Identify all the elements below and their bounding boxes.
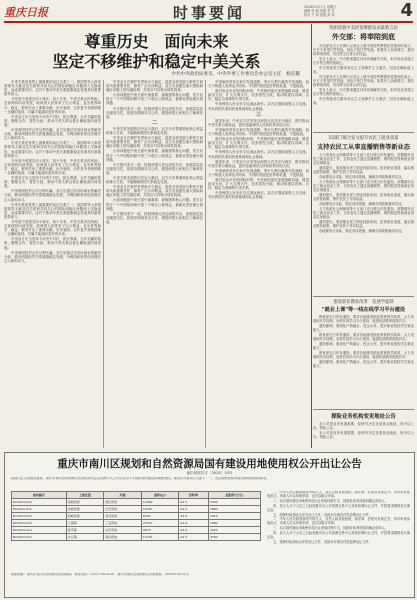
sidebar-body <box>313 315 414 405</box>
notice-term: 三、本次国有建设用地使用权出让采取挂牌方式，按照价高者得原则确定竞得人。 <box>273 526 388 531</box>
sidebar-paragraph: 通知强调，要深化产教融合、校企合作，提升职业院校学生就业能力。 <box>313 360 414 368</box>
article-paragraph: 中美双方应当坚持不冲突不对抗、相互尊重、合作共赢的原则，聚焦合作，管控分歧，推动中美关系沿着正确轨道向前发展。 <box>4 237 101 250</box>
table-cell: 14230 <box>141 534 178 541</box>
main-headline-line-1: 尊重历史 面向未来 <box>84 32 229 51</box>
table-cell: ≤2.5 <box>178 534 208 541</box>
article-paragraph: 面对复杂多变的国际形势，中美两国更应加强战略沟通，增进政治互信，扩大互利合作，妥善管控分歧，推动构建以协调、合作、稳定为基调的中美关系。 <box>208 177 309 191</box>
article-paragraph: 中美关系发展的历史启示我们，双方只有尊重彼此核心利益和重大关切，才能确保两国关系稳定发展。 <box>106 126 203 136</box>
table-cell: NC2020-013 <box>12 520 67 527</box>
table-cell: NC2020-010 <box>12 499 67 506</box>
land-sale-notice <box>4 452 415 598</box>
sidebar-paragraph: 外交部发言人在例行记者会上就中美经贸摩擦回答提问时表示，中方不希望打贸易战，但也不怕打贸易战。如果有人执意要打，我们将奉陪到底，坚决捍卫自身合法权益。 <box>313 44 414 56</box>
table-cell: 9870 <box>141 527 178 534</box>
newspaper-logo: 重庆日报 <box>4 6 48 19</box>
table-cell: 水江镇 <box>66 534 104 541</box>
land-parcel-table <box>11 491 261 541</box>
sidebar-kicker: 推进职业教育改革 发展学徒制 <box>333 300 394 305</box>
table-cell: ≤3.0 <box>178 513 208 520</box>
table-cell: 住宅用地 <box>104 527 142 534</box>
sidebar-paragraph: 通知提出，要加强农民工职业技能培训，拓宽就业渠道，落实就业帮扶政策，维护农民工劳动权益。 <box>313 193 414 201</box>
table-cell: 18320 <box>141 506 178 513</box>
table-cell: ≤2.0 <box>178 527 208 534</box>
sidebar-headline: "就业上课"等一线在线学习平台建设 <box>321 307 406 313</box>
sidebar-paragraph: 通知提出，要加强农民工职业技能培训，拓宽就业渠道，落实就业帮扶政策，维护农民工劳动权益。 <box>313 166 414 174</box>
sidebar-paragraph: 通知提出，要加强农民工职业技能培训，拓宽就业渠道，落实就业帮扶政策，维护农民工劳动权益。 <box>313 220 414 228</box>
sidebar-paragraph: 中方敦促美方摒弃单边主义和保护主义做法，回到正确轨道上来。 <box>313 97 414 105</box>
table-cell: 东城街道 <box>66 506 104 513</box>
table-row <box>12 534 261 541</box>
article-column-1 <box>4 80 101 448</box>
table-cell: 商业用地 <box>104 513 142 520</box>
notice-headline: 重庆市南川区规划和自然资源局国有建设用地使用权公开出让公告 <box>57 458 362 470</box>
column-divider <box>103 80 104 448</box>
table-cell: 4760 <box>208 534 260 541</box>
sidebar-paragraph: 通知强调，要深化产教融合、校企合作，提升职业院校学生就业能力。 <box>313 342 414 350</box>
article-paragraph: 展望未来，中美双方应坚持以两国元首共识为指引，携手推动中美关系行稳致远，更好造福两国人民和世界各国人民。 <box>208 118 309 127</box>
sidebar-paragraph: 发言人表示，中方愿意通过对话协商解决分歧，但对话必须建立在平等互利的基础上。 <box>313 88 414 96</box>
article-paragraph: 今年是中美建交四十周年。四十年来，中美关系历经风雨，总体保持向前发展，给两国人民带来了巨大利益，也为世界和平、稳定、繁荣作出了重要贡献。历史表明，合作是中美两国唯一正确的选择，共赢才能通向更好的未来。 <box>4 97 101 114</box>
sidebar-paragraph: 教育部近日印发通知，要求各地推进职业教育教学改革，大力发展现代学徒制，加快在线学习平台建设，促进优质教育资源共享。 <box>313 333 414 341</box>
article-paragraph: 展望未来，中美双方应坚持以两国元首共识为指引，携手推动中美关系行稳致远，更好造福两国人民和世界各国人民。 <box>208 159 309 168</box>
article-paragraph: 中美两国人民友好交往源远流长。双方应继续加强人文交流，夯实两国关系的民意基础和社会基础。 <box>208 191 309 200</box>
sidebar-kicker: 特朗普就中美经贸摩擦发表最新言论 <box>329 26 398 31</box>
article-paragraph: 中美两国人民友好交往源远流长。双方应继续加强人文交流，夯实两国关系的民意基础和社会基础。 <box>208 150 309 159</box>
table-cell: NC2020-014 <box>12 527 67 534</box>
table-header-cell: 土地位置 <box>66 492 104 499</box>
article-paragraph: 中美两国人民友好交往源远流长。双方应继续加强人文交流，夯实两国关系的民意基础和社会基础。 <box>208 102 309 111</box>
article-paragraph: 中方愿同美方一道，按照两国元首达成的共识，加强高层及各级别交往，拓展各领域务实合作，增进两国人民相互了解和友谊。 <box>106 211 203 224</box>
article-paragraph: 中国始终坚持走和平发展道路，奉行互利共赢的开放战略，致力于构建人类命运共同体。中国的发展是世界的机遇，不是挑战。 <box>208 168 309 177</box>
notice-term: 三、本次国有建设用地使用权出让采取挂牌方式，按照价高者得原则确定竞得人。 <box>273 498 388 503</box>
table-cell: 6450 <box>141 513 178 520</box>
sidebar-paragraph: 发言人表示，中方愿意通过对话协商解决分歧，但对话必须建立在平等互利的基础上。 <box>313 57 414 65</box>
sidebar-paragraph: 外交部发言人在例行记者会上就中美经贸摩擦回答提问时表示，中方不希望打贸易战，但也不怕打贸易战。如果有人执意要打，我们将奉陪到底，坚决捍卫自身合法权益。 <box>313 75 414 87</box>
table-header-cell: 地块编号 <box>12 492 67 499</box>
table-cell: 南城街道 <box>66 499 104 506</box>
sidebar-paragraph: 人力资源社会保障部等十五部门近日联合印发通知，部署做好农民工就业创业工作，支持农民工通过直播销售、网约配送等新就业形态实现就业。 <box>313 207 414 219</box>
notice-term: 四、竞买人可于公告之日起到重庆市公共资源交易中心获取挂牌出让文件，并按要求缴纳竞买保证金。 <box>267 531 410 540</box>
sidebar-separator <box>313 132 414 133</box>
article-paragraph: 中美双方在维护世界和平与稳定、促进全球发展与繁荣方面肩负着重要责任，拥有广泛共同利益。双方应加强在重大国际和地区问题上的沟通协调，共同应对各种全球性挑战。 <box>106 185 203 198</box>
table-cell: ≤2.5 <box>178 499 208 506</box>
sidebar-kicker: 15部门联合发文提升农民工就业质量 <box>328 136 399 141</box>
notice-paragraph: 本公司因业务发展需要，经研究决定变更营业地址，现予以公告。特此公告。 <box>313 431 414 439</box>
article-paragraph: 今年是中美建交四十周年。四十年来，中美关系历经风雨，总体保持向前发展，给两国人民带来了巨大利益，也为世界和平、稳定、繁荣作出了重要贡献。历史表明，合作是中美两国唯一正确的选择，共赢才能通向更好的未来。 <box>4 158 101 175</box>
table-header-cell: 面积(㎡) <box>141 492 178 499</box>
column-divider <box>205 80 206 448</box>
article-paragraph: 面对复杂多变的国际形势，中美两国更应加强战略沟通，增进政治互信，扩大互利合作，妥善管控分歧，推动构建以协调、合作、稳定为基调的中美关系。 <box>208 89 309 102</box>
sidebar-separator <box>313 409 414 410</box>
table-cell: ≥1.0 <box>178 520 208 527</box>
article-paragraph: 面对复杂多变的国际形势，中美两国更应加强战略沟通，增进政治互信，扩大互利合作，妥善管控分歧，推动构建以协调、合作、稳定为基调的中美关系。 <box>208 137 309 150</box>
article-paragraph: 中美双方在维护世界和平与稳定、促进全球发展与繁荣方面肩负着重要责任，拥有广泛共同利益。双方应加强在重大国际和地区问题上的沟通协调，共同应对各种全球性挑战。 <box>106 80 203 93</box>
table-cell: 12560 <box>141 499 178 506</box>
article-paragraph: 中美双方应当坚持不冲突不对抗、相互尊重、合作共赢的原则，聚焦合作，管控分歧，推动中美关系沿着正确轨道向前发展。 <box>4 176 101 189</box>
article-paragraph: 中国始终坚持走和平发展道路，奉行互利共赢的开放战略，致力于构建人类命运共同体。中国的发展是世界的机遇，不是挑战。 <box>208 127 309 137</box>
masthead <box>4 0 413 23</box>
table-row <box>12 520 261 527</box>
article-paragraph: 中方愿同美方一道，按照两国元首达成的共识，加强高层及各级别交往，拓展各领域务实合作，增进两国人民相互了解和友谊。 <box>106 162 203 175</box>
issue-meta-line: 编辑 张 帆 美编 李 东 <box>304 9 335 13</box>
section-title: 时事要闻 <box>172 4 245 22</box>
table-cell: 7860 <box>208 506 260 513</box>
table-row <box>12 513 261 520</box>
article-paragraph: 台湾问题是中美关系中最重要、最敏感的核心问题。美方应恪守一个中国原则和中美三个联合公报规定，慎重妥善处理台湾问题。 <box>106 149 203 162</box>
sidebar-paragraph: 各地要结合实际，制定具体措施，确保各项政策落到实处。 <box>319 229 405 233</box>
sidebar-paragraph: 中方敦促美方摒弃单边主义和保护主义做法，回到正确轨道上来。 <box>313 66 414 74</box>
table-row <box>12 499 261 506</box>
table-cell: 商住用地 <box>104 499 142 506</box>
sidebar-paragraph: 通知强调，要深化产教融合、校企合作，提升职业院校学生就业能力。 <box>313 324 414 332</box>
table-cell: 商住用地 <box>104 534 142 541</box>
sidebar-paragraph: 人力资源社会保障部等十五部门近日联合印发通知，部署做好农民工就业创业工作，支持农民工通过直播销售、网约配送等新就业形态实现就业。 <box>313 153 414 165</box>
sidebar-story-3 <box>313 299 414 407</box>
sidebar-divider <box>311 24 312 448</box>
article-paragraph: 台湾问题是中美关系中最重要、最敏感的核心问题。美方应恪守一个中国原则和中美三个联合公报规定，慎重妥善处理台湾问题。 <box>106 198 203 211</box>
issue-meta-line: 2018年4月1日 星期日 <box>304 5 337 9</box>
sidebar-headline: 外交部：将奉陪到底 <box>332 33 395 41</box>
table-cell: NC2020-012 <box>12 513 67 520</box>
article-paragraph: 中美两国经贸合作互利共赢。双方应通过对话协商妥善解决分歧，推动两国经贸关系健康稳定发展，为两国和世界经济增长注入新的动力。 <box>4 189 101 202</box>
table-header-row <box>12 492 261 499</box>
article-paragraph: 中美关系是世界上最重要的双边关系之一。我国领导人和美国领导人就双边关系和共同关心的国际和地区问题深入交换意见，达成重要共识。这对于推动中美关系健康稳定发展具有重要指导意义。 <box>4 80 101 97</box>
sidebar-paragraph: 教育部近日印发通知，要求各地推进职业教育教学改革，大力发展现代学徒制，加快在线学习平台建设，促进优质教育资源共享。 <box>313 351 414 359</box>
sidebar-story-1 <box>313 25 414 131</box>
table-row <box>12 527 261 534</box>
table-cell: 南平镇 <box>66 527 104 534</box>
section-numeral: 二 <box>151 119 157 126</box>
sidebar-body <box>313 153 414 293</box>
sidebar-separator <box>313 296 414 297</box>
article-paragraph: 中国始终坚持走和平发展道路，奉行互利共赢的开放战略，致力于构建人类命运共同体。中国的发展是世界的机遇，不是挑战。 <box>208 80 309 89</box>
notice-intro: 经南川区人民政府批准，重庆市南川区规划和自然资源局决定以挂牌方式公开出让以下宗地的国有建设用地使用权。现将有关事项公告如下：一、出让地块的基本情况和规划指标要求。 <box>11 477 270 480</box>
notice-term: 二、中华人民共和国境内外的法人、自然人和其他组织，除法律、法规另有规定外，均可申请参加竞买，申请人可以单独申请，也可以联合申请。 <box>267 517 410 526</box>
table-cell: NC2020-015 <box>12 534 67 541</box>
table-cell: 1680 <box>208 520 260 527</box>
notice-document-number: 南川规资告字〔2020〕10号 <box>186 471 233 475</box>
article-paragraph: 中美双方在维护世界和平与稳定、促进全球发展与繁荣方面肩负着重要责任，拥有广泛共同利益。双方应加强在重大国际和地区问题上的沟通协调，共同应对各种全球性挑战。 <box>106 136 203 149</box>
sidebar-story-2 <box>313 135 414 295</box>
issue-meta-line: 校对 王 鸣 组版 刘 青 <box>304 13 335 17</box>
sidebar-notice <box>313 411 414 449</box>
notice-contact: 联系地址：重庆市南川区规划和自然资源局 联系电话：023-71421234 重庆市南川区规划和自然资源局 2020年3月31日 <box>11 573 189 576</box>
page-number: 4 <box>400 0 413 21</box>
notice-term: 四、竞买人可于公告之日起到重庆市公共资源交易中心获取挂牌出让文件，并按要求缴纳竞买保证金。 <box>267 503 410 512</box>
sidebar-headline: 支持农民工从事直播销售等新业态 <box>317 144 410 151</box>
article-paragraph: 中美关系发展的历史启示我们，双方只有尊重彼此核心利益和重大关切，才能确保两国关系稳定发展。 <box>106 175 203 185</box>
main-headline-line-2: 坚定不移维护和稳定中美关系 <box>52 52 261 71</box>
article-paragraph: 中方愿同美方一道，按照两国元首达成的共识，加强高层及各级别交往，拓展各领域务实合作，增进两国人民相互了解和友谊。 <box>106 106 203 119</box>
notice-term: 二、中华人民共和国境内外的法人、自然人和其他组织，除法律、法规另有规定外，均可申请参加竞买，申请人可以单独申请，也可以联合申请。 <box>267 491 410 498</box>
table-header-cell: 用途 <box>104 492 142 499</box>
sidebar-paragraph: 教育部近日印发通知，要求各地推进职业教育教学改革，大力发展现代学徒制，加快在线学习平台建设，促进优质教育资源共享。 <box>313 315 414 323</box>
article-column-2 <box>106 80 203 448</box>
article-paragraph: 今年是中美建交四十周年。四十年来，中美关系历经风雨，总体保持向前发展，给两国人民带来了巨大利益，也为世界和平、稳定、繁荣作出了重要贡献。历史表明，合作是中美两国唯一正确的选择，共赢才能通向更好的未来。 <box>4 220 101 237</box>
table-cell: ≤2.2 <box>178 506 208 513</box>
notice-term: 五、挂牌时间及地点详见出让文件。其他未尽事宜详见挂牌出让文件。 <box>273 539 372 544</box>
notice-paragraph: 本公司因业务发展需要，经研究决定变更营业地址，现予以公告。特此公告。 <box>313 422 414 430</box>
table-cell: 工业用地 <box>104 520 142 527</box>
notice-body <box>313 422 414 450</box>
table-row <box>12 506 261 513</box>
article-paragraph: 中美关系是世界上最重要的双边关系之一。我国领导人和美国领导人就双边关系和共同关心的国际和地区问题深入交换意见，达成重要共识。这对于推动中美关系健康稳定发展具有重要指导意义。 <box>4 202 101 219</box>
article-paragraph: 中美关系是世界上最重要的双边关系之一。我国领导人和美国领导人就双边关系和共同关心的国际和地区问题深入交换意见，达成重要共识。这对于推动中美关系健康稳定发展具有重要指导意义。 <box>4 141 101 158</box>
table-cell: 5430 <box>208 499 260 506</box>
notice-terms <box>267 491 410 593</box>
article-paragraph: 台湾问题是中美关系中最重要、最敏感的核心问题。美方应恪守一个中国原则和中美三个联合公报规定，慎重妥善处理台湾问题。 <box>106 93 203 106</box>
table-cell: NC2020-011 <box>12 506 67 513</box>
sidebar-body <box>313 44 414 130</box>
table-cell: 2910 <box>208 513 260 520</box>
table-cell: 3520 <box>208 527 260 534</box>
sidebar-paragraph: 各地要结合实际，制定具体措施，确保各项政策落到实处。 <box>319 175 405 179</box>
section-numeral: 三 <box>255 111 261 118</box>
article-paragraph: 中美两国经贸合作互利共赢。双方应通过对话协商妥善解决分歧，推动两国经贸关系健康稳定发展，为两国和世界经济增长注入新的动力。 <box>4 250 101 263</box>
table-cell: 大观镇 <box>66 520 104 527</box>
article-paragraph: 中美两国经贸合作互利共赢。双方应通过对话协商妥善解决分歧，推动两国经贸关系健康稳定发展，为两国和世界经济增长注入新的动力。 <box>4 128 101 141</box>
sidebar-paragraph: 人力资源社会保障部等十五部门近日联合印发通知，部署做好农民工就业创业工作，支持农民工通过直播销售、网约配送等新就业形态实现就业。 <box>313 180 414 192</box>
table-cell: 25010 <box>141 520 178 527</box>
table-cell: 西城街道 <box>66 513 104 520</box>
table-header-cell: 起始价(万元) <box>208 492 260 499</box>
article-column-3 <box>208 80 309 448</box>
issue-meta <box>304 5 386 17</box>
notice-term: 五、挂牌时间及地点详见出让文件。其他未尽事宜详见挂牌出让文件。 <box>273 512 372 517</box>
table-cell: 住宅用地 <box>104 506 142 513</box>
article-paragraph: 中美双方应当坚持不冲突不对抗、相互尊重、合作共赢的原则，聚焦合作，管控分歧，推动中美关系沿着正确轨道向前发展。 <box>4 114 101 127</box>
article-byline: 中共中央政治局委员、中央外事工作委员会办公室主任 杨洁篪 <box>171 72 300 77</box>
sidebar-paragraph: 各地要结合实际，制定具体措施，确保各项政策落到实处。 <box>319 202 405 206</box>
notice-title: 探险业务机构变更地址公告 <box>331 414 396 420</box>
table-header-cell: 容积率 <box>178 492 208 499</box>
